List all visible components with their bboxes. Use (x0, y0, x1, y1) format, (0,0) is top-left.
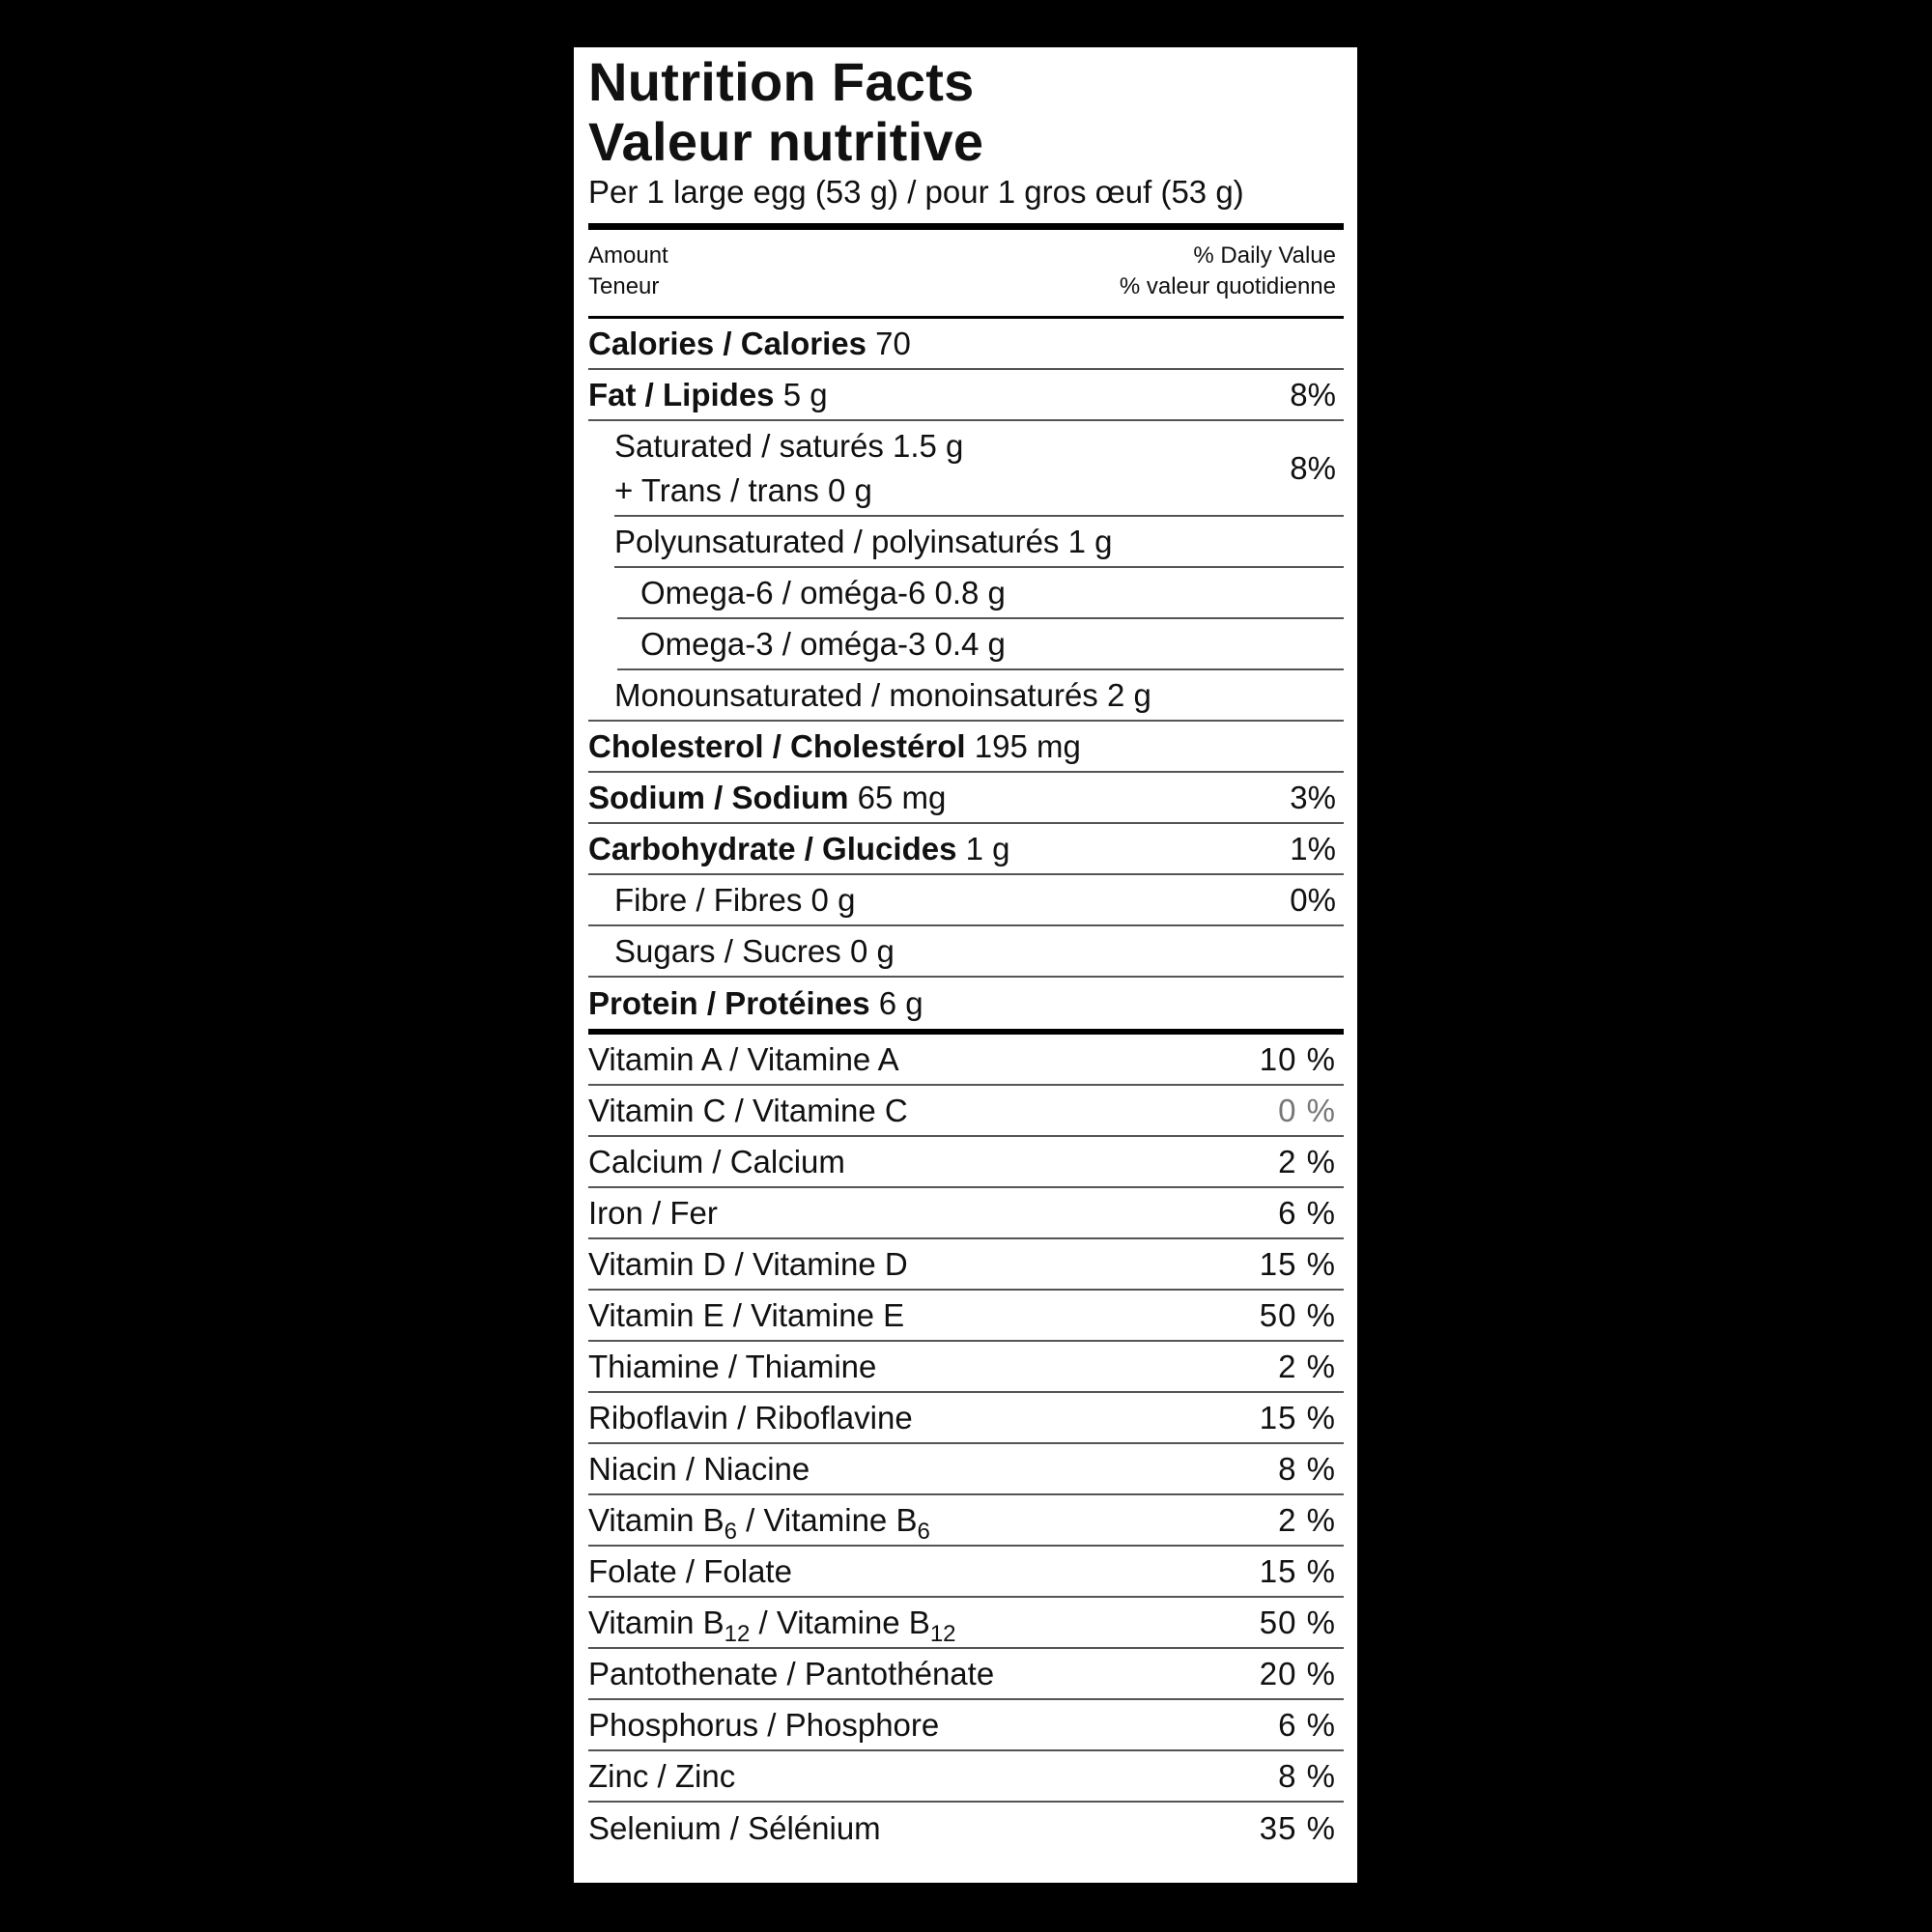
title-french: Valeur nutritive (588, 111, 984, 172)
daily-value-label-en: % Daily Value (1193, 242, 1336, 269)
fibre-dv: 0% (1290, 881, 1336, 918)
sugars-label: Sugars / Sucres 0 g (614, 932, 895, 969)
row-sodium (588, 773, 1344, 824)
row-polyunsaturated (614, 517, 1344, 568)
nutrition-facts-panel (574, 47, 1357, 1883)
row-fat (588, 370, 1344, 421)
vitamin-a-dv: 10 % (1259, 1040, 1336, 1077)
vitamin-c-label: Vitamin C / Vitamine C (588, 1092, 908, 1128)
trans-label: + Trans / trans 0 g (614, 471, 872, 508)
zinc-dv: 8 % (1278, 1757, 1336, 1794)
saturated-label: Saturated / saturés 1.5 g (614, 427, 964, 464)
amount-label-fr: Teneur (588, 273, 660, 299)
vitamin-e-dv: 50 % (1259, 1296, 1336, 1333)
selenium-dv: 35 % (1259, 1809, 1336, 1846)
niacin-label: Niacin / Niacine (588, 1450, 810, 1487)
calories-value: 70 (875, 325, 911, 361)
row-omega3 (617, 619, 1344, 670)
fat-dv: 8% (1290, 376, 1336, 412)
row-vitamin-a (588, 1035, 1344, 1086)
omega3-label: Omega-3 / oméga-3 0.4 g (640, 625, 1006, 662)
vitamin-b12-dv: 50 % (1259, 1604, 1336, 1640)
row-iron (588, 1188, 1344, 1239)
vitamin-b6-label: Vitamin $B_6$ / Vitamine $B_6$ (588, 1501, 930, 1545)
row-fibre (588, 875, 1344, 926)
fat-amount: 5 g (782, 376, 828, 412)
calcium-dv: 2 % (1278, 1143, 1336, 1179)
row-protein (588, 978, 1344, 1029)
row-saturated-trans (614, 421, 1344, 517)
polyunsaturated-label: Polyunsaturated / polyinsaturés 1 g (614, 523, 1113, 559)
folate-dv: 15 % (1259, 1552, 1336, 1589)
pantothenate-label: Pantothenate / Pantothénate (588, 1655, 995, 1691)
row-phosphorus (588, 1700, 1344, 1751)
carbohydrate-label: Carbohydrate / Glucides (588, 830, 957, 867)
carbohydrate-amount: 1 g (965, 830, 1010, 867)
sodium-dv: 3% (1290, 779, 1336, 815)
folate-label: Folate / Folate (588, 1552, 792, 1589)
riboflavin-dv: 15 % (1259, 1399, 1336, 1435)
row-vitamin-e (588, 1291, 1344, 1342)
divider-thick (588, 223, 1344, 230)
iron-dv: 6 % (1278, 1194, 1336, 1231)
thiamine-label: Thiamine / Thiamine (588, 1348, 877, 1384)
vitamin-e-label: Vitamin E / Vitamine E (588, 1296, 905, 1333)
row-sugars (588, 926, 1344, 978)
vitamin-d-dv: 15 % (1259, 1245, 1336, 1282)
zinc-label: Zinc / Zinc (588, 1757, 736, 1794)
title-english: Nutrition Facts (588, 51, 975, 112)
row-niacin (588, 1444, 1344, 1495)
fat-label: Fat / Lipides (588, 376, 775, 412)
protein-label: Protein / Protéines (588, 984, 870, 1021)
riboflavin-label: Riboflavin / Riboflavine (588, 1399, 913, 1435)
iron-label: Iron / Fer (588, 1194, 718, 1231)
selenium-label: Selenium / Sélénium (588, 1809, 881, 1846)
calcium-label: Calcium / Calcium (588, 1143, 845, 1179)
row-calories (588, 319, 1344, 370)
row-folate (588, 1547, 1344, 1598)
row-cholesterol (588, 722, 1344, 773)
carbohydrate-dv: 1% (1290, 830, 1336, 867)
sodium-amount: 65 mg (857, 779, 947, 815)
row-pantothenate (588, 1649, 1344, 1700)
cholesterol-label: Cholesterol / Cholestérol (588, 727, 966, 764)
row-selenium (588, 1803, 1344, 1854)
row-thiamine (588, 1342, 1344, 1393)
daily-value-label-fr: % valeur quotidienne (1119, 273, 1336, 299)
omega6-label: Omega-6 / oméga-6 0.8 g (640, 574, 1006, 611)
row-zinc (588, 1751, 1344, 1803)
vitamin-d-label: Vitamin D / Vitamine D (588, 1245, 908, 1282)
calories-label: Calories / Calories (588, 325, 867, 361)
vitamin-b6-dv: 2 % (1278, 1501, 1336, 1538)
pantothenate-dv: 20 % (1259, 1655, 1336, 1691)
row-omega6 (617, 568, 1344, 619)
column-header (588, 230, 1344, 316)
row-vitamin-b6 (588, 1495, 1344, 1547)
phosphorus-label: Phosphorus / Phosphore (588, 1706, 940, 1743)
vitamin-c-dv: 0 % (1278, 1092, 1336, 1128)
row-vitamin-d (588, 1239, 1344, 1291)
serving-size: Per 1 large egg (53 g) / pour 1 gros œuf (53 g) (588, 174, 1244, 210)
cholesterol-amount: 195 mg (974, 727, 1081, 764)
sodium-label: Sodium / Sodium (588, 779, 849, 815)
amount-label-en: Amount (588, 242, 668, 269)
row-monounsaturated (588, 670, 1344, 722)
vitamin-a-label: Vitamin A / Vitamine A (588, 1040, 899, 1077)
monounsaturated-label: Monounsaturated / monoinsaturés 2 g (614, 676, 1151, 713)
vitamin-b12-label: Vitamin $B_{12}$ / Vitamine $B_{12}$ (588, 1604, 956, 1647)
phosphorus-dv: 6 % (1278, 1706, 1336, 1743)
niacin-dv: 8 % (1278, 1450, 1336, 1487)
thiamine-dv: 2 % (1278, 1348, 1336, 1384)
fibre-label: Fibre / Fibres 0 g (614, 881, 856, 918)
row-carbohydrate (588, 824, 1344, 875)
row-vitamin-b12 (588, 1598, 1344, 1649)
saturated-trans-dv: 8% (1290, 449, 1336, 486)
row-riboflavin (588, 1393, 1344, 1444)
protein-amount: 6 g (878, 984, 923, 1021)
row-calcium (588, 1137, 1344, 1188)
row-vitamin-c (588, 1086, 1344, 1137)
